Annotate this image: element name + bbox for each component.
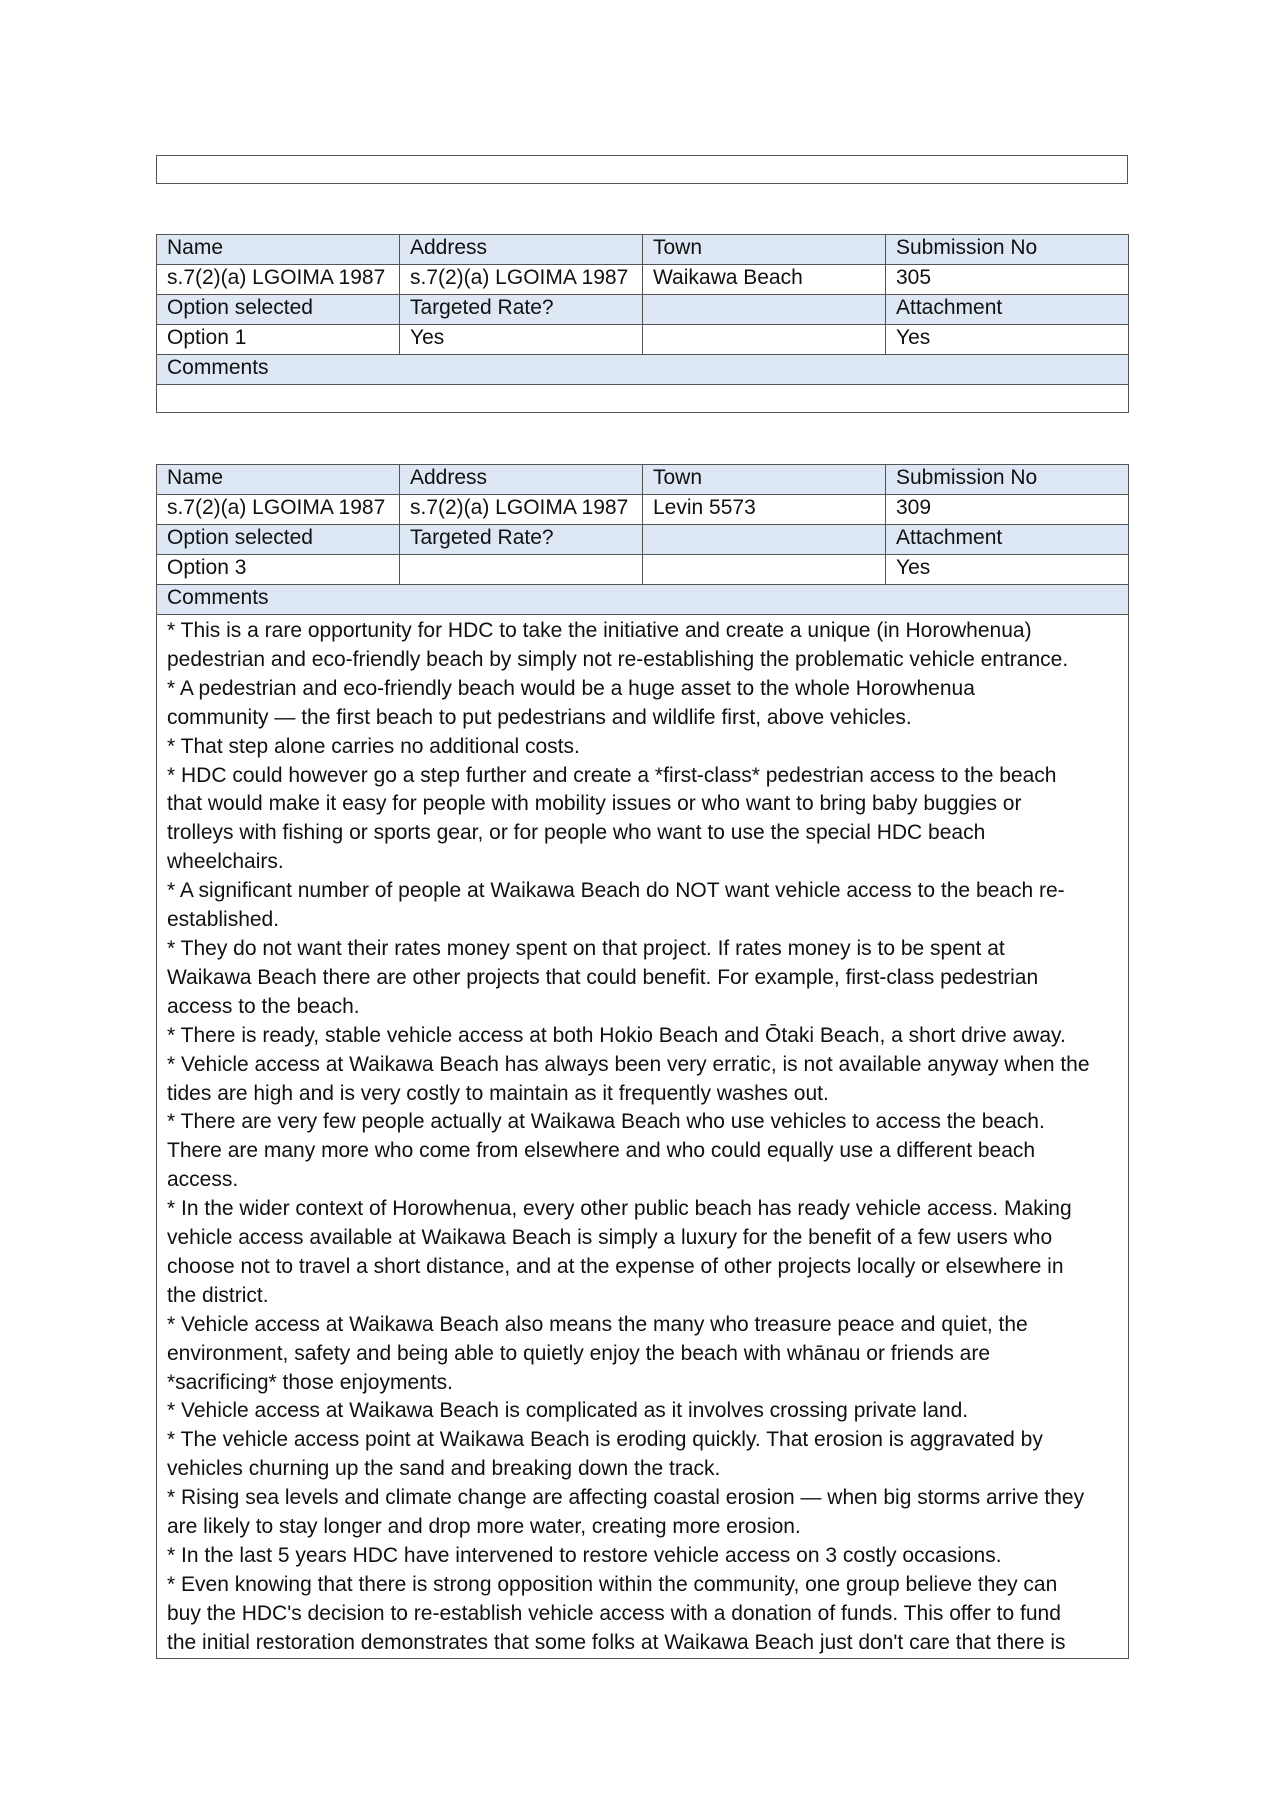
comment-line: * They do not want their rates money spent on that project. If rates money is to be spent at [167, 936, 1005, 960]
comment-line: * That step alone carries no additional costs. [167, 734, 580, 758]
comment-line: Waikawa Beach there are other projects that could benefit. For example, first-class pedestrian [167, 965, 1039, 989]
comment-line: that would make it easy for people with mobility issues or who want to bring baby buggies or [167, 792, 1022, 816]
comment-line: * Vehicle access at Waikawa Beach has always been very erratic, is not available anyway when the [167, 1052, 1090, 1076]
submission-no-value: 305 [886, 265, 1129, 295]
comments-header-row [157, 585, 1129, 615]
address-value: s.7(2)(a) LGOIMA 1987 [400, 495, 643, 525]
address-header: Address [400, 465, 643, 495]
town-value: Waikawa Beach [643, 265, 886, 295]
comment-line: access. [167, 1168, 239, 1192]
option-header-row [157, 525, 1129, 555]
submission-table [156, 464, 1129, 1659]
comment-line: the initial restoration demonstrates that some folks at Waikawa Beach just don't care that there is [167, 1630, 1066, 1654]
comment-line: the district. [167, 1283, 269, 1307]
comment-line: * There are very few people actually at Waikawa Beach who use vehicles to access the beach. [167, 1110, 1045, 1134]
values-row [157, 495, 1129, 525]
targeted-rate-value: Yes [400, 325, 643, 355]
comment-line: * Vehicle access at Waikawa Beach also means the many who treasure peace and quiet, the [167, 1312, 1028, 1336]
comments-row [157, 615, 1129, 1659]
comments-row [157, 385, 1129, 413]
name-header: Name [157, 465, 400, 495]
comment-line: * The vehicle access point at Waikawa Beach is eroding quickly. That erosion is aggravated by [167, 1428, 1043, 1452]
comment-line: * In the wider context of Horowhenua, every other public beach has ready vehicle access. Making [167, 1197, 1072, 1221]
comment-line: vehicle access available at Waikawa Beach is simply a luxury for the benefit of a few users who [167, 1226, 1053, 1250]
comment-line: community — the first beach to put pedestrians and wildlife first, above vehicles. [167, 705, 912, 729]
attachment-value: Yes [886, 555, 1129, 585]
attachment-header: Attachment [886, 525, 1129, 555]
targeted-rate-value [400, 555, 643, 585]
comment-line: * A significant number of people at Waikawa Beach do NOT want vehicle access to the beach re- [167, 879, 1065, 903]
name-header: Name [157, 235, 400, 265]
blank-value [643, 555, 886, 585]
comment-line: tides are high and is very costly to maintain as it frequently washes out. [167, 1081, 829, 1105]
submission-table [156, 234, 1129, 413]
comment-line: * HDC could however go a step further and create a *first-class* pedestrian access to the beach [167, 763, 1057, 787]
header-row [157, 465, 1129, 495]
comment-line: * In the last 5 years HDC have intervened to restore vehicle access on 3 costly occasions. [167, 1544, 1002, 1567]
comments-body [157, 615, 1129, 1659]
comment-line: choose not to travel a short distance, and at the expense of other projects locally or elsewhere in [167, 1254, 1064, 1278]
comment-line: There are many more who come from elsewhere and who could equally use a different beach [167, 1139, 1036, 1163]
address-header: Address [400, 235, 643, 265]
comment-line: * This is a rare opportunity for HDC to take the initiative and create a unique (in Horowhenua) [167, 619, 1032, 642]
option-selected-value: Option 3 [157, 555, 400, 585]
blank-header [643, 525, 886, 555]
name-value: s.7(2)(a) LGOIMA 1987 [157, 265, 400, 295]
header-row [157, 235, 1129, 265]
option-selected-header: Option selected [157, 525, 400, 555]
comment-line: vehicles churning up the sand and breaking down the track. [167, 1457, 721, 1481]
option-selected-header: Option selected [157, 295, 400, 325]
comment-line: * A pedestrian and eco-friendly beach would be a huge asset to the whole Horowhenua [167, 676, 975, 700]
comment-line: pedestrian and eco-friendly beach by simply not re-establishing the problematic vehicle entrance. [167, 647, 1069, 671]
comments-header-row [157, 355, 1129, 385]
comments-label: Comments [157, 585, 1129, 615]
targeted-rate-header: Targeted Rate? [400, 525, 643, 555]
town-header: Town [643, 465, 886, 495]
attachment-value: Yes [886, 325, 1129, 355]
comment-line: trolleys with fishing or sports gear, or for people who want to use the special HDC beach [167, 821, 986, 845]
values-row [157, 265, 1129, 295]
comment-line: * Vehicle access at Waikawa Beach is complicated as it involves crossing private land. [167, 1399, 969, 1423]
comment-line: * Even knowing that there is strong opposition within the community, one group believe they can [167, 1572, 1058, 1596]
comments-body [157, 385, 1129, 413]
comment-line: access to the beach. [167, 994, 360, 1018]
blank-value [643, 325, 886, 355]
comment-line: wheelchairs. [167, 850, 284, 874]
comment-line: * Rising sea levels and climate change are affecting coastal erosion — when big storms arrive they [167, 1486, 1085, 1510]
targeted-rate-header: Targeted Rate? [400, 295, 643, 325]
submission-no-header: Submission No [886, 465, 1129, 495]
option-values-row [157, 325, 1129, 355]
comment-line: established. [167, 908, 280, 932]
comment-line: * There is ready, stable vehicle access at both Hokio Beach and Ōtaki Beach, a short drive away. [167, 1023, 1066, 1047]
town-value: Levin 5573 [643, 495, 886, 525]
option-values-row [157, 555, 1129, 585]
submission-no-header: Submission No [886, 235, 1129, 265]
comments-label: Comments [157, 355, 1129, 385]
option-header-row [157, 295, 1129, 325]
attachment-header: Attachment [886, 295, 1129, 325]
comment-line: environment, safety and being able to quietly enjoy the beach with whānau or friends are [167, 1341, 991, 1365]
submission-no-value: 309 [886, 495, 1129, 525]
town-header: Town [643, 235, 886, 265]
address-value: s.7(2)(a) LGOIMA 1987 [400, 265, 643, 295]
comment-line: buy the HDC's decision to re-establish vehicle access with a donation of funds. This offer to fund [167, 1601, 1061, 1625]
blank-header [643, 295, 886, 325]
name-value: s.7(2)(a) LGOIMA 1987 [157, 495, 400, 525]
comment-line: *sacrificing* those enjoyments. [167, 1370, 453, 1394]
option-selected-value: Option 1 [157, 325, 400, 355]
empty-header-box [156, 155, 1128, 184]
comment-line: are likely to stay longer and drop more water, creating more erosion. [167, 1515, 801, 1539]
